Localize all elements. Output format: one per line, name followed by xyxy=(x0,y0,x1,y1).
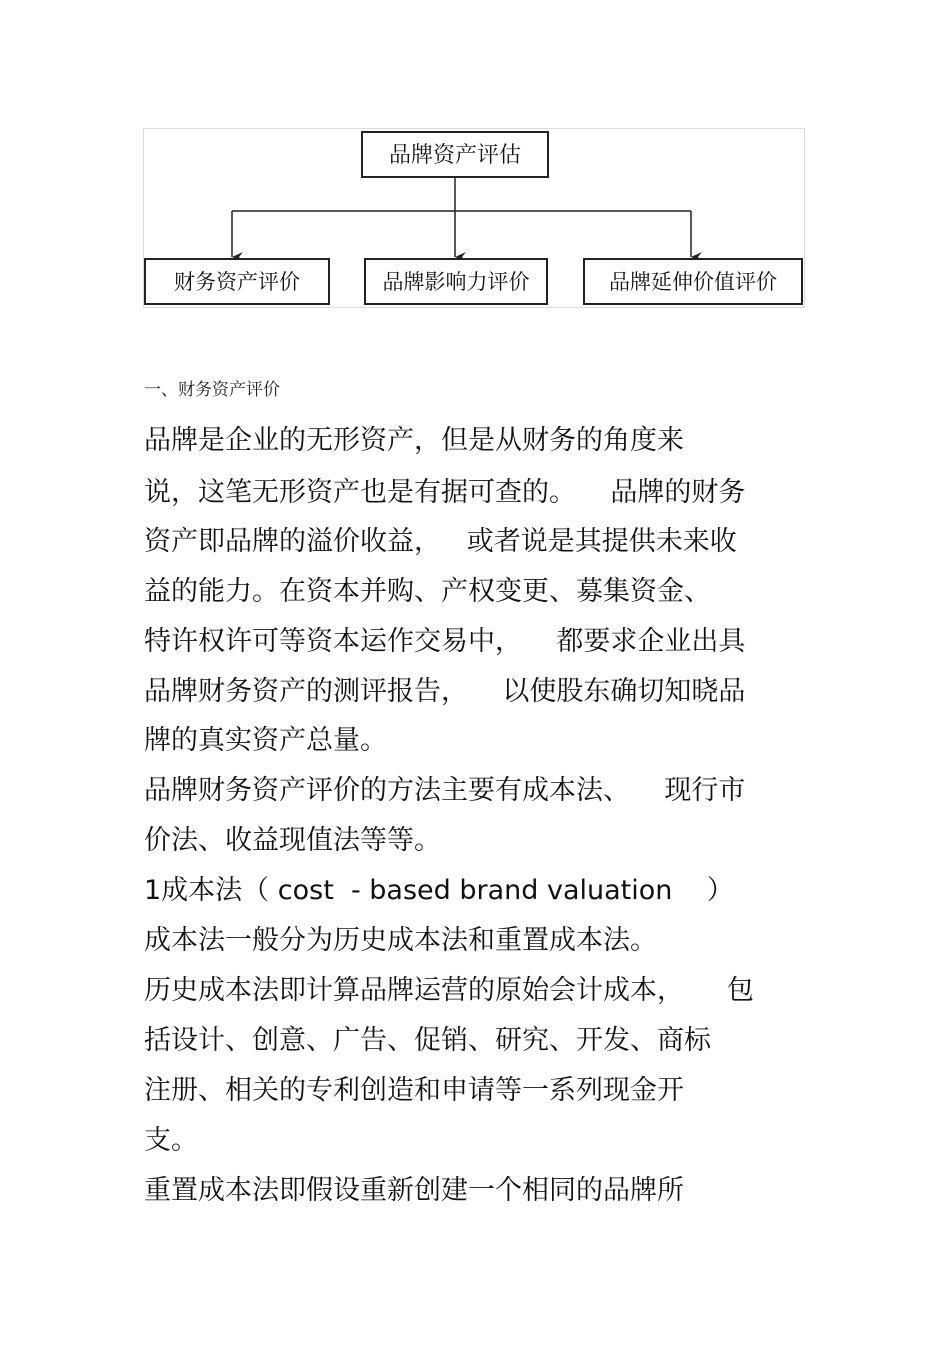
body-line: 品牌财务资产的测评报告， 以使股东确切知晓品 xyxy=(144,676,746,707)
body-line: 资产即品牌的溢价收益， 或者说是其提供未来收 xyxy=(144,526,737,557)
body-line: 价法、收益现值法等等。 xyxy=(144,825,441,856)
child-node-label-3: 品牌延伸价值评价 xyxy=(609,270,777,294)
body-line: 历史成本法即计算品牌运营的原始会计成本， 包 xyxy=(144,975,754,1006)
body-line: 重置成本法即假设重新创建一个相同的品牌所 xyxy=(144,1175,684,1206)
body-line: 品牌财务资产评价的方法主要有成本法、 现行市 xyxy=(144,775,746,806)
body-line: 特许权许可等资本运作交易中， 都要求企业出具 xyxy=(144,626,746,657)
body-line: 1成本法（ cost - based brand valuation ） xyxy=(144,875,734,906)
body-line: 益的能力。在资本并购、产权变更、募集资金、 xyxy=(144,576,711,607)
body-line: 牌的真实资产总量。 xyxy=(144,725,387,756)
root-node-label: 品牌资产评估 xyxy=(388,143,522,168)
child-node-label-2: 品牌影响力评价 xyxy=(382,270,530,294)
body-line: 支。 xyxy=(144,1125,198,1156)
body-line: 括设计、创意、广告、促销、研究、开发、商标 xyxy=(144,1025,711,1056)
brand-asset-evaluation-diagram xyxy=(143,128,805,308)
body-line: 注册、相关的专利创造和申请等一系列现金开 xyxy=(144,1075,684,1106)
body-line: 说，这笔无形资产也是有据可查的。 品牌的财务 xyxy=(144,477,746,508)
body-line: 品牌是企业的无形资产，但是从财务的角度来 xyxy=(144,425,684,456)
section-heading: 一、财务资产评价 xyxy=(144,380,280,400)
body-line: 成本法一般分为历史成本法和重置成本法。 xyxy=(144,925,657,956)
child-node-label-1: 财务资产评价 xyxy=(174,270,300,294)
